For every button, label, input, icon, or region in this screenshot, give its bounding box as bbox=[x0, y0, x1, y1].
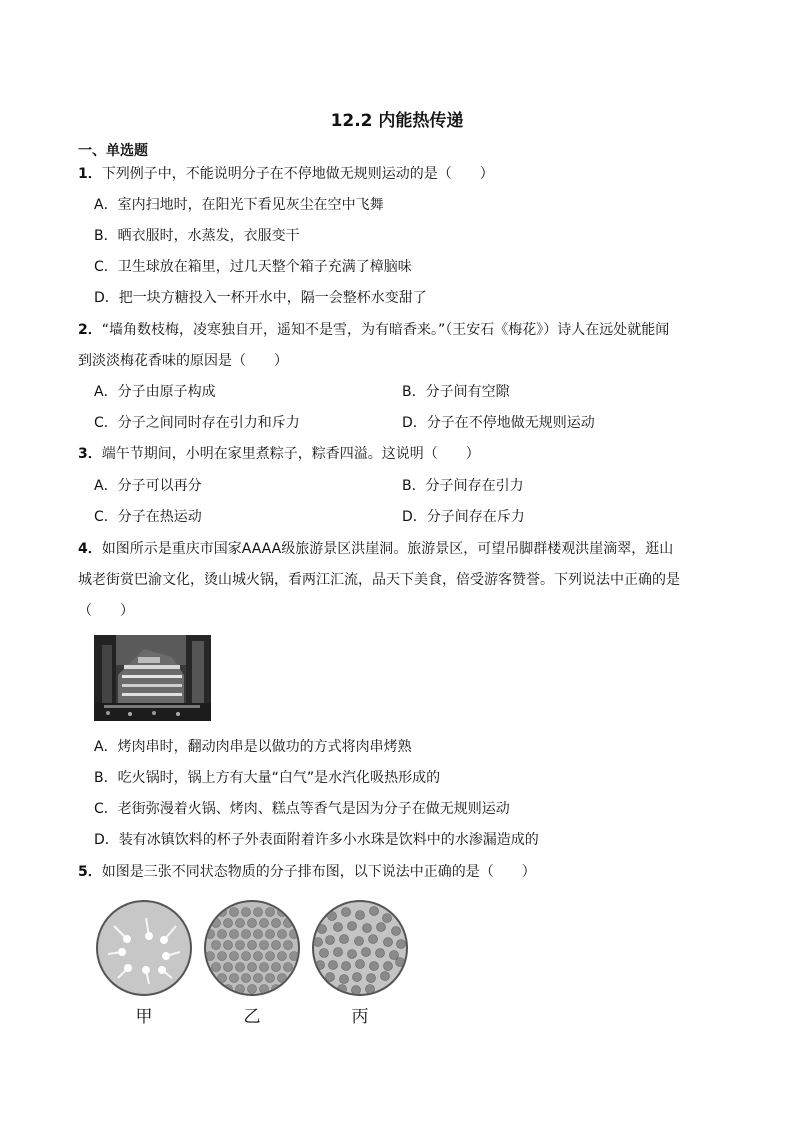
night-building-image bbox=[94, 635, 211, 721]
q2-option-b: B．分子间有空隙 bbox=[402, 384, 510, 400]
question-text: 下列例子中，不能说明分子在不停地做无规则运动的是（ ） bbox=[101, 166, 494, 182]
question-number: 2． bbox=[78, 322, 102, 338]
q1-option-c: C．卫生球放在箱里，过几天整个箱子充满了樟脑味 bbox=[94, 259, 412, 275]
liquid-state-circle bbox=[313, 901, 407, 995]
question-4 bbox=[78, 538, 673, 560]
molecule-states-figure bbox=[94, 896, 424, 1031]
q3-option-b: B．分子间存在引力 bbox=[402, 478, 524, 494]
solid-state-circle bbox=[205, 901, 299, 995]
q3-option-a: A．分子可以再分 bbox=[94, 478, 202, 494]
q2-option-a: A．分子由原子构成 bbox=[94, 384, 216, 400]
molecule-diagram bbox=[94, 896, 424, 1035]
gas-state-circle bbox=[97, 901, 191, 995]
question-5 bbox=[78, 861, 536, 883]
question-4-line3: （ ） bbox=[78, 603, 134, 619]
q4-option-d: D．装有冰镇饮料的杯子外表面附着许多小水珠是饮料中的水渗漏造成的 bbox=[94, 832, 539, 848]
q1-option-d: D．把一块方糖投入一杯开水中，隔一会整杯水变甜了 bbox=[94, 290, 427, 306]
q3-option-d: D．分子间存在斥力 bbox=[402, 509, 525, 525]
q3-option-c: C．分子在热运动 bbox=[94, 509, 202, 525]
question-text: 端午节期间，小明在家里煮粽子，粽香四溢。这说明（ ） bbox=[101, 446, 480, 462]
q4-option-b: B．吃火锅时，锅上方有大量“白气”是水汽化吸热形成的 bbox=[94, 770, 441, 786]
question-2-line2: 到淡淡梅花香味的原因是（ ） bbox=[78, 353, 288, 369]
label-bing: 丙 bbox=[351, 1007, 369, 1027]
question-4-line2: 城老街赏巴渝文化，烫山城火锅，看两江汇流，品天下美食，倍受游客赞誉。下列说法中正确的是 bbox=[78, 572, 680, 588]
hongyadong-photo bbox=[94, 635, 211, 721]
q1-option-b: B．晒衣服时，水蒸发，衣服变干 bbox=[94, 228, 300, 244]
label-jia: 甲 bbox=[135, 1007, 153, 1027]
q1-option-a: A．室内扫地时，在阳光下看见灰尘在空中飞舞 bbox=[94, 197, 384, 213]
question-number: 3． bbox=[78, 446, 102, 462]
question-2 bbox=[78, 319, 669, 341]
question-number: 1． bbox=[78, 166, 102, 182]
question-number: 4． bbox=[78, 541, 102, 557]
question-3 bbox=[78, 443, 480, 465]
label-yi: 乙 bbox=[243, 1007, 261, 1027]
question-1 bbox=[78, 163, 494, 185]
q2-option-d: D．分子在不停地做无规则运动 bbox=[402, 415, 595, 431]
q4-option-c: C．老街弥漫着火锅、烤肉、糕点等香气是因为分子在做无规则运动 bbox=[94, 801, 510, 817]
question-text-line1: 如图所示是重庆市国家AAAA级旅游景区洪崖洞。旅游景区，可望吊脚群楼观洪崖滴翠，逛山 bbox=[101, 541, 674, 557]
q4-option-a: A．烤肉串时，翻动肉串是以做功的方式将肉串烤熟 bbox=[94, 739, 412, 755]
question-text: 如图是三张不同状态物质的分子排布图，以下说法中正确的是（ ） bbox=[101, 864, 536, 880]
q2-option-c: C．分子之间同时存在引力和斥力 bbox=[94, 415, 300, 431]
page-title: 12.2 内能热传递 bbox=[330, 111, 464, 131]
question-text-line1: “墙角数枝梅，凌寒独自开，遥知不是雪，为有暗香来。”（王安石《梅花》）诗人在远处就能闻 bbox=[101, 322, 670, 338]
question-number: 5． bbox=[78, 864, 102, 880]
section-heading: 一、单选题 bbox=[78, 143, 148, 159]
